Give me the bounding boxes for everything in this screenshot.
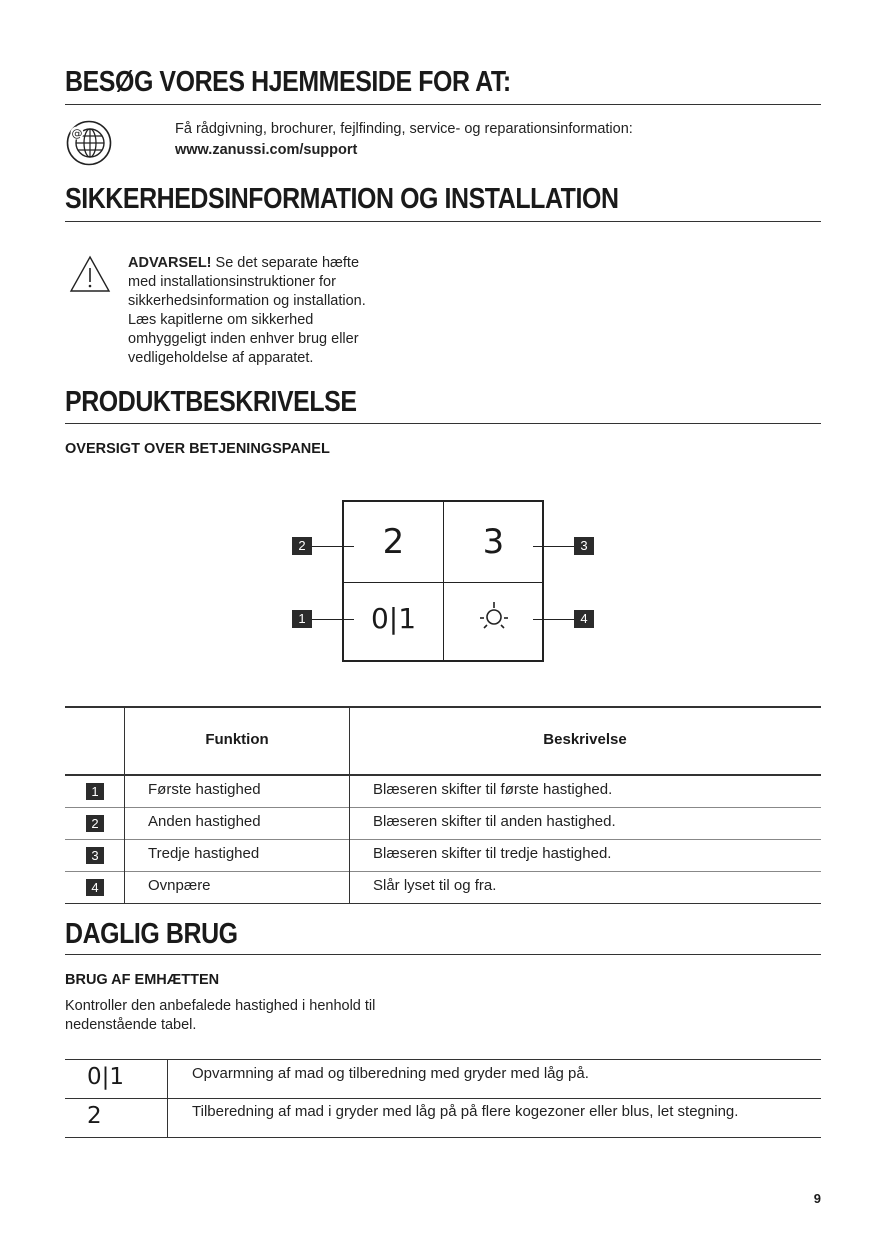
divider	[65, 423, 821, 424]
row-number-badge: 2	[86, 815, 104, 832]
usage-text: Opvarmning af mad og tilberedning med gryder med låg på.	[192, 1065, 589, 1082]
svg-text:@: @	[71, 127, 83, 140]
divider	[65, 221, 821, 222]
panel-subheading: OVERSIGT OVER BETJENINGSPANEL	[65, 441, 330, 457]
speed-3-button[interactable]: 3	[482, 522, 505, 562]
visit-text: Få rådgivning, brochurer, fejlfinding, service- og reparationsinformation:	[175, 121, 633, 137]
light-button[interactable]	[444, 583, 543, 660]
hood-subheading: BRUG AF EMHÆTTEN	[65, 972, 220, 988]
safety-heading: SIKKERHEDSINFORMATION OG INSTALLATION	[65, 183, 619, 215]
row-function: Ovnpære	[148, 877, 211, 894]
callout-1: 1	[292, 610, 312, 628]
warning-text: ADVARSEL! Se det separate hæfte med installationsinstruktioner for sikkerhedsinformation og installation. Læs kapitlerne om sikkerhed omhyggeligt inden enhver brug eller vedligeholdelse af apparatet.	[128, 255, 366, 366]
row-function: Første hastighed	[148, 781, 261, 798]
callout-2: 2	[292, 537, 312, 555]
speed-2-button[interactable]: 2	[382, 522, 405, 562]
daily-heading: DAGLIG BRUG	[65, 918, 238, 950]
power-speed-1-button[interactable]: 0|1	[370, 602, 417, 635]
row-description: Blæseren skifter til tredje hastighed.	[373, 845, 612, 862]
col-header-function: Funktion	[205, 731, 269, 748]
row-number-badge: 4	[86, 879, 104, 896]
row-number-badge: 1	[86, 783, 104, 800]
light-bulb-icon	[477, 601, 511, 637]
row-description: Slår lyset til og fra.	[373, 877, 497, 894]
divider	[65, 954, 821, 955]
row-description: Blæseren skifter til anden hastighed.	[373, 813, 616, 830]
hood-intro: Kontroller den anbefalede hastighed i henhold til nedenstående tabel.	[65, 998, 376, 1033]
row-function: Anden hastighed	[148, 813, 261, 830]
visit-heading: BESØG VORES HJEMMESIDE FOR AT:	[65, 66, 511, 98]
row-description: Blæseren skifter til første hastighed.	[373, 781, 613, 798]
row-number-badge: 3	[86, 847, 104, 864]
page-number: 9	[813, 1191, 821, 1206]
row-function: Tredje hastighed	[148, 845, 260, 862]
usage-symbol: 0|1	[87, 1064, 125, 1090]
col-header-description: Beskrivelse	[543, 731, 627, 748]
divider	[65, 104, 821, 105]
product-heading: PRODUKTBESKRIVELSE	[65, 386, 357, 418]
callout-4: 4	[574, 610, 594, 628]
control-panel-diagram	[342, 500, 544, 662]
support-link[interactable]: www.zanussi.com/support	[175, 142, 358, 158]
warning-triangle-icon	[68, 254, 112, 294]
warning-label: ADVARSEL!	[128, 255, 212, 271]
usage-symbol: 2	[87, 1103, 102, 1129]
callout-3: 3	[574, 537, 594, 555]
globe-web-icon	[65, 120, 113, 166]
usage-text: Tilberedning af mad i gryder med låg på på flere kogezoner eller blus, let stegning.	[192, 1103, 739, 1120]
